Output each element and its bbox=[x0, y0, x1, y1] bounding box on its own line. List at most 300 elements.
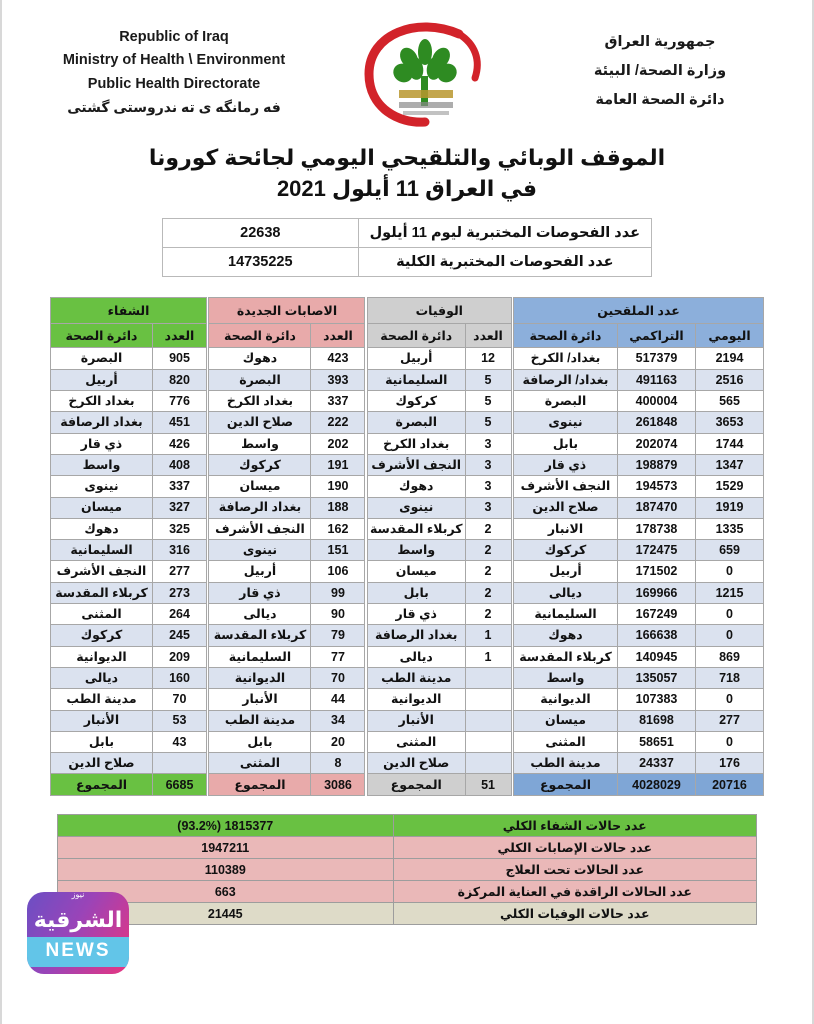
new_cases-count-5: 191 bbox=[311, 454, 365, 475]
recovery-count-11: 273 bbox=[153, 582, 207, 603]
vaccination-total-cumulative: 4028029 bbox=[618, 774, 696, 796]
recovery-count-2: 776 bbox=[153, 391, 207, 412]
deaths-count-3: 5 bbox=[465, 412, 511, 433]
document-header bbox=[2, 0, 812, 134]
daily-tests-label: عدد الفحوصات المختبرية ليوم 11 أيلول bbox=[358, 219, 651, 248]
table-row bbox=[209, 604, 365, 625]
new_cases-directorate-10: أربيل bbox=[209, 561, 311, 582]
vaccination-daily-2: 565 bbox=[696, 391, 764, 412]
new_cases-total-count: 3086 bbox=[311, 774, 365, 796]
summary-value-1: 1947211 bbox=[58, 837, 394, 859]
table-row bbox=[514, 561, 764, 582]
table-row bbox=[367, 369, 511, 390]
table-row bbox=[367, 497, 511, 518]
table-row bbox=[51, 710, 207, 731]
recovery-directorate-14: الديوانية bbox=[51, 646, 153, 667]
title-line-1: الموقف الوبائي والتلقيحي اليومي لجائحة كورونا bbox=[148, 145, 666, 170]
recovery-directorate-8: دهوك bbox=[51, 518, 153, 539]
table-row bbox=[209, 582, 365, 603]
recovery-directorate-18: بابل bbox=[51, 731, 153, 752]
table-row bbox=[367, 454, 511, 475]
vaccination-directorate-2: البصرة bbox=[514, 391, 618, 412]
vaccination-daily-4: 1744 bbox=[696, 433, 764, 454]
table-row bbox=[514, 518, 764, 539]
vaccination-daily-0: 2194 bbox=[696, 348, 764, 369]
table-row bbox=[367, 604, 511, 625]
table-row bbox=[209, 667, 365, 688]
table-row bbox=[514, 348, 764, 369]
vaccination-total-label: المجموع bbox=[514, 774, 618, 796]
vaccination-daily-1: 2516 bbox=[696, 369, 764, 390]
recovery-directorate-0: البصرة bbox=[51, 348, 153, 369]
recovery-directorate-1: أربيل bbox=[51, 369, 153, 390]
header-en-line-1: Republic of Iraq bbox=[119, 29, 229, 45]
header-kurdish-line: فه‌ رمانگه‌ ى ته‌ ندروستى گشتى bbox=[67, 99, 281, 116]
table-row bbox=[514, 454, 764, 475]
deaths-directorate-14: ديالى bbox=[367, 646, 465, 667]
table-row bbox=[514, 369, 764, 390]
vaccination-cumulative-11: 169966 bbox=[618, 582, 696, 603]
new_cases-directorate-14: السليمانية bbox=[209, 646, 311, 667]
new_cases-directorate-7: بغداد الرصافة bbox=[209, 497, 311, 518]
vaccination-cumulative-12: 167249 bbox=[618, 604, 696, 625]
header-ar-line-2: وزارة الصحة/ البيئة bbox=[593, 63, 727, 79]
table-row bbox=[514, 433, 764, 454]
table-group-header-row bbox=[514, 298, 764, 324]
table-header-row bbox=[367, 324, 511, 348]
table-row bbox=[209, 476, 365, 497]
table-row bbox=[209, 369, 365, 390]
new_cases-count-3: 222 bbox=[311, 412, 365, 433]
table-row bbox=[514, 625, 764, 646]
table-row bbox=[209, 689, 365, 710]
recovery-directorate-11: كربلاء المقدسة bbox=[51, 582, 153, 603]
summary-label-1: عدد حالات الإصابات الكلي bbox=[393, 837, 756, 859]
table-header-row bbox=[51, 324, 207, 348]
table-row bbox=[209, 710, 365, 731]
vaccination-cumulative-5: 198879 bbox=[618, 454, 696, 475]
header-ar-line-3: دائرة الصحة العامة bbox=[595, 92, 725, 108]
vaccination-cumulative-13: 166638 bbox=[618, 625, 696, 646]
table-row bbox=[514, 582, 764, 603]
deaths-directorate-3: البصرة bbox=[367, 412, 465, 433]
deaths-total-label: المجموع bbox=[367, 774, 465, 796]
deaths-col-directorate: دائرة الصحة bbox=[367, 324, 465, 348]
summary-row bbox=[58, 837, 757, 859]
table-row bbox=[209, 454, 365, 475]
new-cases-table bbox=[208, 297, 365, 796]
new_cases-directorate-5: كركوك bbox=[209, 454, 311, 475]
vaccination-directorate-0: بغداد/ الكرخ bbox=[514, 348, 618, 369]
recovery-count-18: 43 bbox=[153, 731, 207, 752]
table-row bbox=[514, 391, 764, 412]
table-group-header-row bbox=[209, 298, 365, 324]
deaths-count-8: 2 bbox=[465, 518, 511, 539]
total-tests-value: 14735225 bbox=[163, 248, 359, 277]
table-row bbox=[514, 476, 764, 497]
table-row bbox=[367, 412, 511, 433]
table-row bbox=[367, 582, 511, 603]
table-row bbox=[514, 540, 764, 561]
table-row bbox=[367, 476, 511, 497]
deaths-col-count: العدد bbox=[465, 324, 511, 348]
new-cases-col-directorate: دائرة الصحة bbox=[209, 324, 311, 348]
vaccination-daily-16: 0 bbox=[696, 689, 764, 710]
vaccination-cumulative-0: 517379 bbox=[618, 348, 696, 369]
table-row bbox=[209, 433, 365, 454]
recovery-col-directorate: دائرة الصحة bbox=[51, 324, 153, 348]
recovery-count-16: 70 bbox=[153, 689, 207, 710]
deaths-directorate-15: مدينة الطب bbox=[367, 667, 465, 688]
recovery-count-12: 264 bbox=[153, 604, 207, 625]
vaccination-daily-8: 1335 bbox=[696, 518, 764, 539]
summary-label-3: عدد الحالات الراقدة في العناية المركزة bbox=[393, 881, 756, 903]
new_cases-directorate-2: بغداد الكرخ bbox=[209, 391, 311, 412]
deaths-directorate-10: ميسان bbox=[367, 561, 465, 582]
vaccination-cumulative-3: 261848 bbox=[618, 412, 696, 433]
recovery-total-count: 6685 bbox=[153, 774, 207, 796]
vaccination-cumulative-10: 171502 bbox=[618, 561, 696, 582]
vaccination-directorate-13: دهوك bbox=[514, 625, 618, 646]
vaccination-daily-3: 3653 bbox=[696, 412, 764, 433]
recovery-count-10: 277 bbox=[153, 561, 207, 582]
vaccination-cumulative-14: 140945 bbox=[618, 646, 696, 667]
table-row bbox=[51, 369, 207, 390]
header-en-line-3: Public Health Directorate bbox=[87, 75, 261, 92]
table-header-row bbox=[514, 324, 764, 348]
new_cases-count-12: 90 bbox=[311, 604, 365, 625]
recovery-col-count: العدد bbox=[153, 324, 207, 348]
table-row bbox=[367, 518, 511, 539]
new_cases-count-7: 188 bbox=[311, 497, 365, 518]
deaths-directorate-6: دهوك bbox=[367, 476, 465, 497]
new-cases-table-body bbox=[209, 348, 365, 796]
vaccination-table-body bbox=[514, 348, 764, 796]
table-row bbox=[51, 753, 207, 774]
deaths-count-9: 2 bbox=[465, 540, 511, 561]
table-row bbox=[209, 348, 365, 369]
table-row bbox=[367, 540, 511, 561]
deaths-total-count: 51 bbox=[465, 774, 511, 796]
deaths-directorate-17: الأنبار bbox=[367, 710, 465, 731]
table-row bbox=[367, 646, 511, 667]
recovery-count-1: 820 bbox=[153, 369, 207, 390]
table-row bbox=[367, 667, 511, 688]
table-row bbox=[51, 667, 207, 688]
new_cases-count-1: 393 bbox=[311, 369, 365, 390]
recovery-directorate-16: مدينة الطب bbox=[51, 689, 153, 710]
new_cases-total-label: المجموع bbox=[209, 774, 311, 796]
table-row bbox=[209, 412, 365, 433]
vaccination-daily-11: 1215 bbox=[696, 582, 764, 603]
vaccination-cumulative-6: 194573 bbox=[618, 476, 696, 497]
table-row bbox=[51, 348, 207, 369]
table-total-row bbox=[367, 774, 511, 796]
vaccination-cumulative-18: 58651 bbox=[618, 731, 696, 752]
table-row bbox=[367, 348, 511, 369]
daily-tests-value: 22638 bbox=[163, 219, 359, 248]
table-row bbox=[514, 667, 764, 688]
vaccination-directorate-11: ديالى bbox=[514, 582, 618, 603]
header-arabic-block bbox=[530, 18, 790, 115]
new_cases-count-14: 77 bbox=[311, 646, 365, 667]
table-total-row bbox=[514, 774, 764, 796]
news-logo-arabic-text: الشرقية bbox=[33, 907, 123, 932]
recovery-directorate-13: كركوك bbox=[51, 625, 153, 646]
table-row bbox=[209, 731, 365, 752]
new_cases-count-18: 20 bbox=[311, 731, 365, 752]
deaths-count-5: 3 bbox=[465, 454, 511, 475]
summary-table-body bbox=[58, 815, 757, 925]
recovery-count-8: 325 bbox=[153, 518, 207, 539]
vaccination-daily-5: 1347 bbox=[696, 454, 764, 475]
lab-tests-table bbox=[162, 218, 652, 277]
table-row bbox=[51, 731, 207, 752]
deaths-directorate-18: المثنى bbox=[367, 731, 465, 752]
recovery-directorate-4: ذي قار bbox=[51, 433, 153, 454]
recovery-directorate-15: ديالى bbox=[51, 667, 153, 688]
recovery-directorate-3: بغداد الرصافة bbox=[51, 412, 153, 433]
table-group-header-row bbox=[367, 298, 511, 324]
table-total-row bbox=[209, 774, 365, 796]
new_cases-directorate-3: صلاح الدين bbox=[209, 412, 311, 433]
deaths-count-1: 5 bbox=[465, 369, 511, 390]
vaccination-directorate-6: النجف الأشرف bbox=[514, 476, 618, 497]
deaths-count-4: 3 bbox=[465, 433, 511, 454]
table-row bbox=[367, 731, 511, 752]
vaccination-directorate-18: المثنى bbox=[514, 731, 618, 752]
deaths-directorate-13: بغداد الرصافة bbox=[367, 625, 465, 646]
deaths-directorate-2: كركوك bbox=[367, 391, 465, 412]
deaths-directorate-9: واسط bbox=[367, 540, 465, 561]
table-row bbox=[514, 646, 764, 667]
deaths-directorate-5: النجف الأشرف bbox=[367, 454, 465, 475]
summary-row bbox=[58, 881, 757, 903]
table-row bbox=[51, 625, 207, 646]
deaths-count-10: 2 bbox=[465, 561, 511, 582]
table-row bbox=[51, 391, 207, 412]
recovery-directorate-7: ميسان bbox=[51, 497, 153, 518]
table-row bbox=[209, 646, 365, 667]
deaths-directorate-12: ذي قار bbox=[367, 604, 465, 625]
recovery-count-0: 905 bbox=[153, 348, 207, 369]
ministry-logo bbox=[347, 18, 507, 130]
recovery-count-14: 209 bbox=[153, 646, 207, 667]
deaths-group-header: الوفيات bbox=[367, 298, 511, 324]
recovery-table bbox=[50, 297, 207, 796]
summary-label-2: عدد الحالات تحت العلاج bbox=[393, 859, 756, 881]
new_cases-directorate-4: واسط bbox=[209, 433, 311, 454]
vaccination-daily-17: 277 bbox=[696, 710, 764, 731]
new_cases-directorate-18: بابل bbox=[209, 731, 311, 752]
recovery-count-4: 426 bbox=[153, 433, 207, 454]
table-row bbox=[51, 604, 207, 625]
ministry-logo-svg bbox=[347, 18, 507, 130]
new_cases-count-19: 8 bbox=[311, 753, 365, 774]
recovery-group-header: الشفاء bbox=[51, 298, 207, 324]
summary-row bbox=[58, 903, 757, 925]
table-row bbox=[514, 689, 764, 710]
deaths-count-12: 2 bbox=[465, 604, 511, 625]
report-title bbox=[2, 142, 812, 204]
new_cases-count-15: 70 bbox=[311, 667, 365, 688]
vaccination-cumulative-8: 178738 bbox=[618, 518, 696, 539]
deaths-table-body bbox=[367, 348, 511, 796]
deaths-count-15 bbox=[465, 667, 511, 688]
vaccination-directorate-4: بابل bbox=[514, 433, 618, 454]
vaccination-table bbox=[513, 297, 764, 796]
new_cases-count-13: 79 bbox=[311, 625, 365, 646]
new_cases-directorate-6: ميسان bbox=[209, 476, 311, 497]
table-row bbox=[514, 412, 764, 433]
vaccination-cumulative-9: 172475 bbox=[618, 540, 696, 561]
vaccination-directorate-16: الديوانية bbox=[514, 689, 618, 710]
table-row bbox=[51, 497, 207, 518]
deaths-directorate-1: السليمانية bbox=[367, 369, 465, 390]
deaths-directorate-16: الديوانية bbox=[367, 689, 465, 710]
table-row bbox=[51, 561, 207, 582]
vaccination-cumulative-19: 24337 bbox=[618, 753, 696, 774]
table-row bbox=[209, 518, 365, 539]
table-row bbox=[209, 625, 365, 646]
deaths-count-11: 2 bbox=[465, 582, 511, 603]
deaths-count-16 bbox=[465, 689, 511, 710]
summary-value-4: 21445 bbox=[58, 903, 394, 925]
summary-label-4: عدد حالات الوفيات الكلي bbox=[393, 903, 756, 925]
vaccination-directorate-12: السليمانية bbox=[514, 604, 618, 625]
vaccination-daily-14: 869 bbox=[696, 646, 764, 667]
title-line-2: في العراق 11 أيلول 2021 bbox=[276, 176, 538, 202]
vaccination-col-directorate: دائرة الصحة bbox=[514, 324, 618, 348]
deaths-count-18 bbox=[465, 731, 511, 752]
deaths-count-2: 5 bbox=[465, 391, 511, 412]
table-row bbox=[514, 497, 764, 518]
vaccination-directorate-19: مدينة الطب bbox=[514, 753, 618, 774]
table-row bbox=[163, 248, 652, 277]
new_cases-directorate-16: الأنبار bbox=[209, 689, 311, 710]
table-row bbox=[163, 219, 652, 248]
recovery-count-6: 337 bbox=[153, 476, 207, 497]
table-row bbox=[367, 391, 511, 412]
table-row bbox=[209, 497, 365, 518]
recovery-count-7: 327 bbox=[153, 497, 207, 518]
vaccination-cumulative-16: 107383 bbox=[618, 689, 696, 710]
table-row bbox=[209, 753, 365, 774]
deaths-table bbox=[367, 297, 512, 796]
new_cases-directorate-11: ذي قار bbox=[209, 582, 311, 603]
table-total-row bbox=[51, 774, 207, 796]
vaccination-daily-6: 1529 bbox=[696, 476, 764, 497]
vaccination-cumulative-7: 187470 bbox=[618, 497, 696, 518]
new_cases-directorate-0: دهوك bbox=[209, 348, 311, 369]
vaccination-cumulative-17: 81698 bbox=[618, 710, 696, 731]
table-row bbox=[51, 454, 207, 475]
new_cases-directorate-12: ديالى bbox=[209, 604, 311, 625]
vaccination-col-daily: اليومي bbox=[696, 324, 764, 348]
summary-table bbox=[57, 814, 757, 925]
recovery-directorate-12: المثنى bbox=[51, 604, 153, 625]
table-row bbox=[367, 753, 511, 774]
table-row bbox=[51, 518, 207, 539]
new_cases-count-17: 34 bbox=[311, 710, 365, 731]
table-row bbox=[209, 540, 365, 561]
deaths-count-14: 1 bbox=[465, 646, 511, 667]
recovery-directorate-5: واسط bbox=[51, 454, 153, 475]
vaccination-directorate-9: كركوك bbox=[514, 540, 618, 561]
deaths-count-0: 12 bbox=[465, 348, 511, 369]
vaccination-directorate-3: نينوى bbox=[514, 412, 618, 433]
table-row bbox=[51, 476, 207, 497]
vaccination-directorate-1: بغداد/ الرصافة bbox=[514, 369, 618, 390]
deaths-count-6: 3 bbox=[465, 476, 511, 497]
summary-row bbox=[58, 815, 757, 837]
vaccination-daily-7: 1919 bbox=[696, 497, 764, 518]
summary-row bbox=[58, 859, 757, 881]
new_cases-count-2: 337 bbox=[311, 391, 365, 412]
recovery-count-19 bbox=[153, 753, 207, 774]
table-header-row bbox=[209, 324, 365, 348]
new_cases-directorate-9: نينوى bbox=[209, 540, 311, 561]
new_cases-count-16: 44 bbox=[311, 689, 365, 710]
summary-value-3: 663 bbox=[58, 881, 394, 903]
table-row bbox=[367, 625, 511, 646]
vaccination-total-daily: 20716 bbox=[696, 774, 764, 796]
vaccination-directorate-5: ذي قار bbox=[514, 454, 618, 475]
new_cases-directorate-13: كربلاء المقدسة bbox=[209, 625, 311, 646]
news-logo-label: NEWS bbox=[27, 937, 129, 967]
recovery-count-17: 53 bbox=[153, 710, 207, 731]
table-row bbox=[367, 561, 511, 582]
vaccination-directorate-15: واسط bbox=[514, 667, 618, 688]
vaccination-daily-13: 0 bbox=[696, 625, 764, 646]
recovery-directorate-17: الأنبار bbox=[51, 710, 153, 731]
new_cases-count-9: 151 bbox=[311, 540, 365, 561]
vaccination-cumulative-2: 400004 bbox=[618, 391, 696, 412]
summary-label-0: عدد حالات الشفاء الكلي bbox=[393, 815, 756, 837]
alsharqiya-news-logo bbox=[27, 892, 129, 974]
recovery-count-9: 316 bbox=[153, 540, 207, 561]
recovery-table-body bbox=[51, 348, 207, 796]
vaccination-directorate-7: صلاح الدين bbox=[514, 497, 618, 518]
vaccination-daily-9: 659 bbox=[696, 540, 764, 561]
recovery-directorate-6: نينوى bbox=[51, 476, 153, 497]
recovery-count-5: 408 bbox=[153, 454, 207, 475]
vaccination-daily-19: 176 bbox=[696, 753, 764, 774]
summary-value-2: 110389 bbox=[58, 859, 394, 881]
new_cases-directorate-8: النجف الأشرف bbox=[209, 518, 311, 539]
vaccination-daily-18: 0 bbox=[696, 731, 764, 752]
deaths-count-7: 3 bbox=[465, 497, 511, 518]
total-tests-label: عدد الفحوصات المختبرية الكلية bbox=[358, 248, 651, 277]
statistics-tables bbox=[2, 297, 812, 796]
deaths-directorate-8: كربلاء المقدسة bbox=[367, 518, 465, 539]
table-row bbox=[51, 689, 207, 710]
recovery-total-label: المجموع bbox=[51, 774, 153, 796]
deaths-directorate-19: صلاح الدين bbox=[367, 753, 465, 774]
new_cases-count-10: 106 bbox=[311, 561, 365, 582]
new_cases-count-0: 423 bbox=[311, 348, 365, 369]
table-row bbox=[367, 689, 511, 710]
table-row bbox=[514, 753, 764, 774]
header-english-block bbox=[24, 18, 324, 119]
new-cases-col-count: العدد bbox=[311, 324, 365, 348]
vaccination-cumulative-1: 491163 bbox=[618, 369, 696, 390]
header-ar-line-1: جمهورية العراق bbox=[604, 34, 716, 50]
vaccination-directorate-8: الانبار bbox=[514, 518, 618, 539]
recovery-count-15: 160 bbox=[153, 667, 207, 688]
vaccination-cumulative-4: 202074 bbox=[618, 433, 696, 454]
table-row bbox=[514, 710, 764, 731]
